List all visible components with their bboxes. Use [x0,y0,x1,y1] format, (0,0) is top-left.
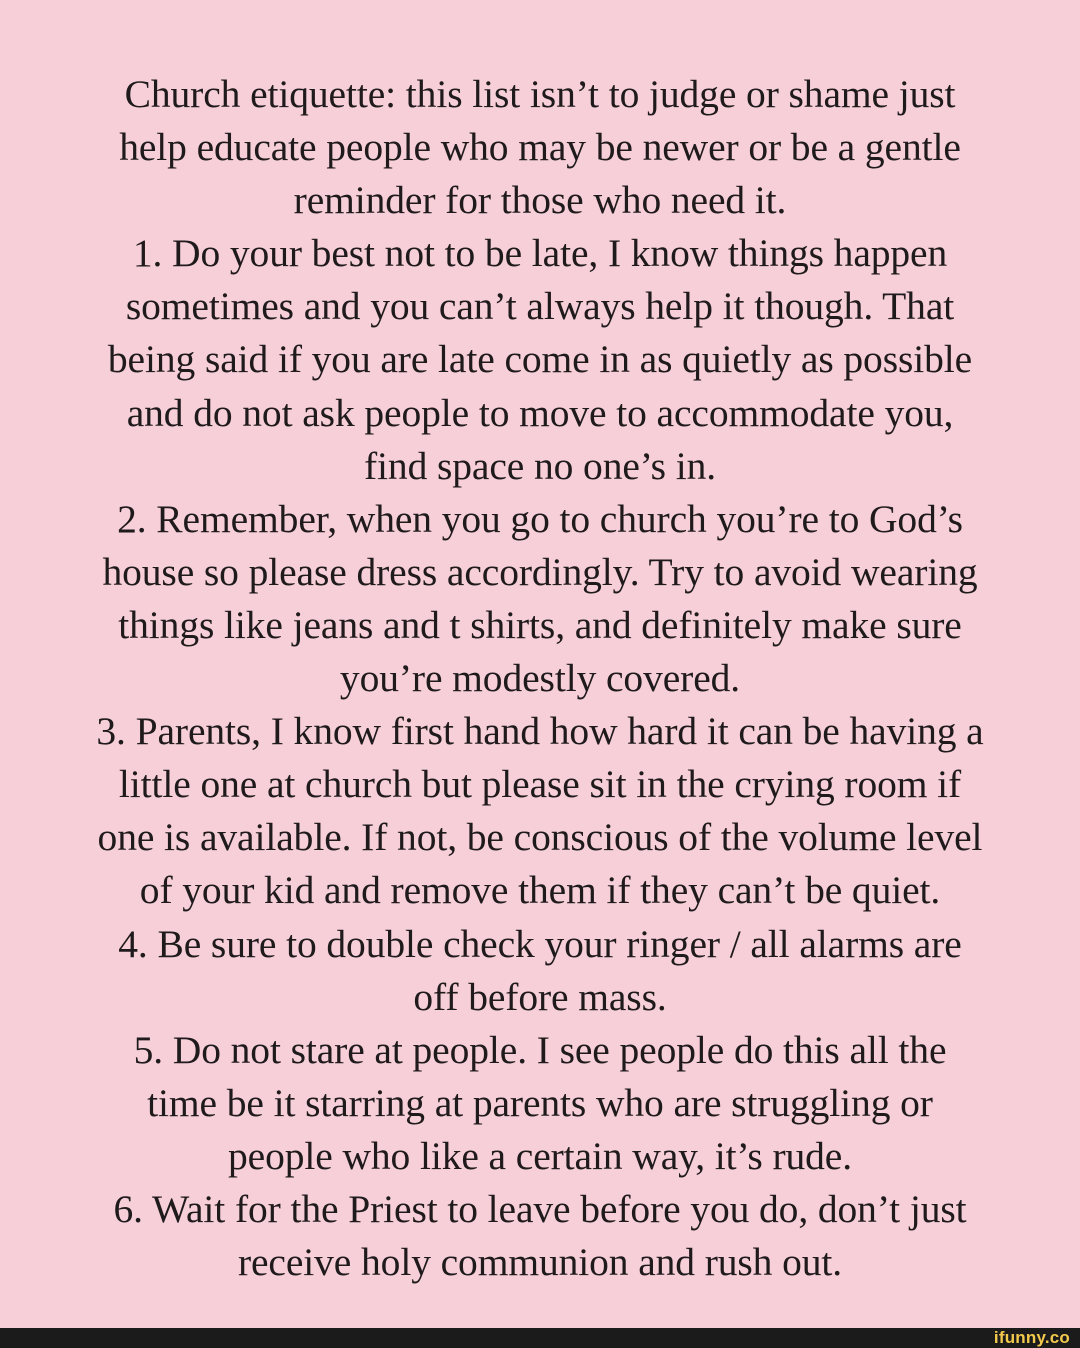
note-line: off before mass. [413,974,667,1019]
note-line: people who like a certain way, it’s rude. [227,1133,853,1178]
note-line: reminder for those who need it. [293,178,787,223]
note-line: being said if you are late come in as quietly as possible [107,337,973,382]
note-line: and do not ask people to move to accommodate you, [126,390,954,435]
note-line: of your kid and remove them if they can’t be quiet. [139,868,941,913]
footer-bar [0,1328,1080,1348]
note-line: one is available. If not, be conscious of the volume level [97,815,983,860]
note-line: help educate people who may be newer or be a gentle [119,125,961,170]
note-line: 3. Parents, I know first hand how hard it can be having a [96,709,984,754]
note-line: Church etiquette: this list isn’t to judge or shame just [124,72,956,116]
note-line: 1. Do your best not to be late, I know things happen [132,231,948,276]
note-line: receive holy communion and rush out. [237,1240,843,1285]
note-line: little one at church but please sit in the crying room if [118,762,962,807]
note-line: you’re modestly covered. [339,656,741,701]
note-line: time be it starring at parents who are struggling or [147,1080,933,1125]
note-line: 5. Do not stare at people. I see people do this all the [133,1027,947,1072]
note-line: find space no one’s in. [363,443,717,488]
note-line: 6. Wait for the Priest to leave before you do, don’t just [113,1186,967,1231]
note-line: 4. Be sure to double check your ringer / all alarms are [118,921,962,966]
ifunny-watermark: ifunny.co [993,1328,1070,1347]
note-line: house so please dress accordingly. Try to avoid wearing [102,549,978,594]
note-line: sometimes and you can’t always help it though. That [125,284,955,329]
note-line: things like jeans and t shirts, and definitely make sure [118,602,962,647]
note-line: 2. Remember, when you go to church you’re to God’s [117,496,963,541]
etiquette-note [0,68,1080,1289]
